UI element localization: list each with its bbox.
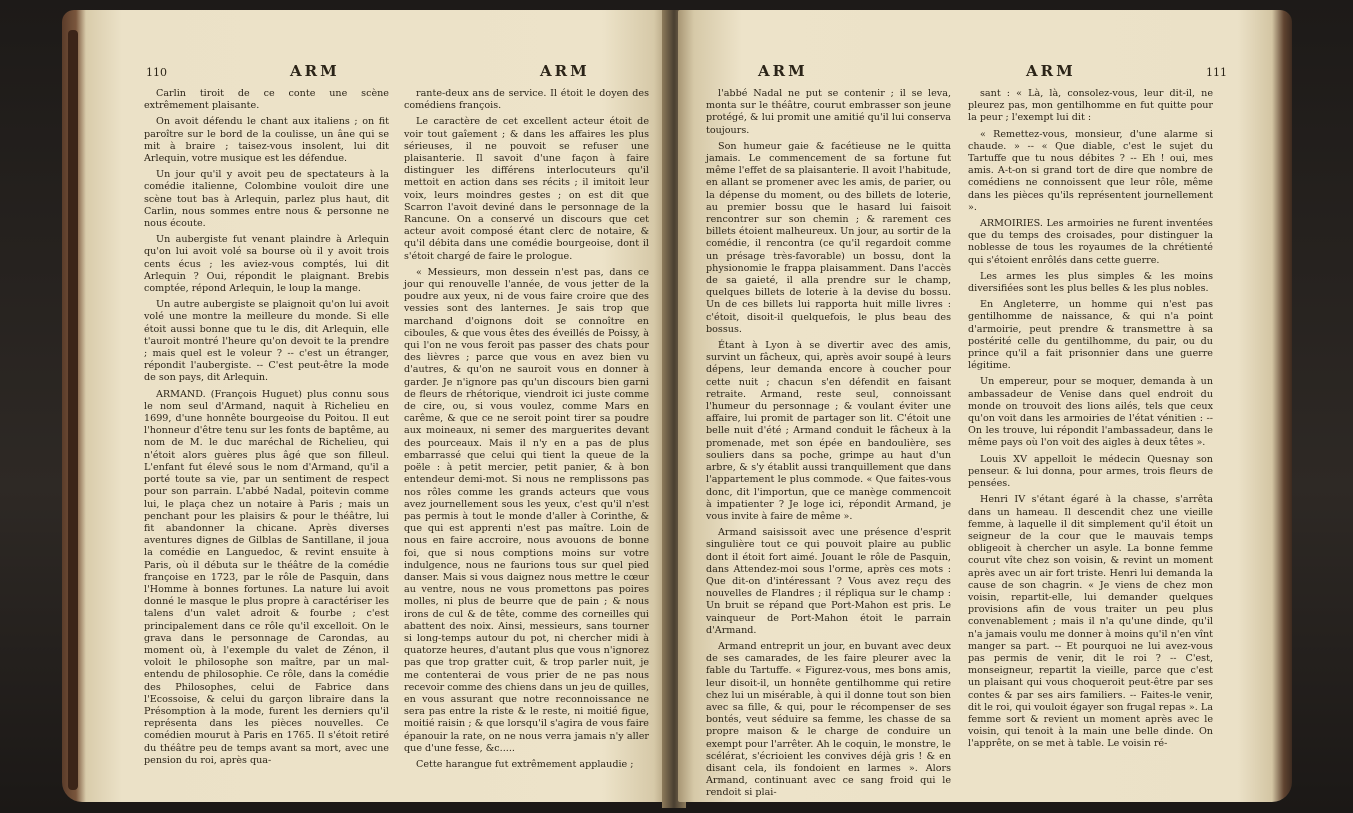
paragraph: ARMOIRIES. Les armoiries ne furent inventées que du temps des croisades, pour distinguer la noblesse de tous les royaumes de la chrétienté qui s'étoient enrôlés dans cette guerre. (968, 218, 1213, 266)
left-page (62, 10, 670, 802)
text-column (404, 88, 649, 778)
paragraph: Armand saisissoit avec une présence d'esprit singulière tout ce qui pouvoit plaire au public dont il étoit fort aimé. Jouant le rôle de Pasquin, dans Attendez-moi sous l'orme, après ces mots : Que dit-on d'intéressant ? Vous avez reçu des nouvelles de Flandres ; il répliqua sur le champ : Un bruit se répand que Port-Mahon est pris. Le vainqueur de Port-Mahon étoit le parrain d'Armand. (706, 527, 951, 636)
open-book (62, 10, 1292, 808)
running-head: ARM (290, 62, 340, 80)
paragraph: Cette harangue fut extrêmement applaudie ; (416, 758, 634, 770)
paragraph: l'abbé Nadal ne put se contenir ; il se leva, monta sur le théâtre, courut embrasser son jeune protégé, & lui promit une amitié qu'il lui conserva toujours. (706, 88, 951, 136)
paragraph: Carlin tiroit de ce conte une scène extrêmement plaisante. (144, 88, 389, 112)
page-number: 110 (146, 66, 167, 79)
paragraph: On avoit défendu le chant aux italiens ; on fit paroître sur le bord de la coulisse, un âne qui se mit à braire ; taisez-vous insolent, lui dit Arlequin, votre musique est les défendue. (144, 116, 389, 165)
text-column (968, 88, 1213, 778)
paragraph: rante-deux ans de service. Il étoit le doyen des comédiens françois. (404, 88, 649, 112)
text-column (144, 88, 389, 778)
paragraph: Étant à Lyon à se divertir avec des amis, survint un fâcheux, qui, après avoir soupé à leurs dépens, leur demanda encore à coucher pour cette nuit ; chacun s'en défendit en faisant retraite. Armand, reste seul, connoissant l'humeur du personnage ; & voulant éviter une affaire, lui promit de partager son lit. C'étoit une belle nuit d'été ; Armand conduit le fâcheux à la promenade, met son épée en bandoulière, ses souliers dans sa poche, grimpe au haut d'un arbre, & s'y établit aussi tranquillement que dans l'appartement le plus commode. « Que faites-vous donc, dit l'importun, que ce manège commencoit à impatienter ? Je loge ici, répondit Armand, je vous invite à faire de même ». (706, 340, 951, 522)
text-column (706, 88, 951, 799)
paragraph: Un jour qu'il y avoit peu de spectateurs à la comédie italienne, Colombine vouloit dire une scène tout bas à Arlequin, parlez plus haut, dit Carlin, nous sommes entre nous & personne ne nous écoute. (144, 169, 389, 230)
paragraph: « Remettez-vous, monsieur, d'une alarme si chaude. » -- « Que diable, c'est le sujet du Tartuffe que tu nous débites ? -- Eh ! oui, mes amis. A-t-on si grand tort de dire que nombre de comédiens ne connoissent que leur rôle, même dans les pièces qu'ils représentent journellement ». (968, 128, 1213, 213)
running-head: ARM (758, 62, 808, 80)
paragraph: Le caractère de cet excellent acteur étoit de voir tout gaîement ; & dans les affaires les plus sérieuses, il ne pouvoit se refuser une plaisanterie. Il savoit d'une façon à faire distinguer les différens interlocuteurs qu'il mettoit en action dans ses récits ; il imitoit leur voix, leurs moindres gestes ; on est dit que Scarron l'avoit deviné dans le personnage de la Rancune. On a conservé un discours que cet acteur avoit composé étant clerc de notaire, & qu'il débita dans une comédie bourgeoise, dont il s'étoit chargé de faire le prologue. (404, 116, 649, 262)
paragraph: ARMAND. (François Huguet) plus connu sous le nom seul d'Armand, naquit à Richelieu en 1699, d'une honnête bourgeoise du Poitou. Il eut l'honneur d'être tenu sur les fonts de baptême, au nom de M. le duc maréchal de Richelieu, qui n'étoit alors guères plus âgé que son filleul. L'enfant fut élevé sous le nom d'Armand, qu'il a porté toute sa vie, par un sentiment de respect pour son parrain. L'abbé Nadal, poitevin comme lui, le plaça chez un notaire à Paris ; mais un penchant pour les plaisirs & pour le théâtre, lui fit abandonner la chicane. Après diverses aventures dignes de Gilblas de Santillane, il joua la comédie en Languedoc, & revint ensuite à Paris, où il débuta sur le théâtre de la comédie françoise en 1723, par le rôle de Pasquin, dans l'Homme à bonnes fortunes. La nature lui avoit donné le masque le plus propre à caractériser les talens d'un valet adroit & fourbe ; c'est principalement dans ce rôle qu'il excelloit. On le grava dans le personnage de Carondas, au moment où, à l'exemple du valet de Zénon, il voloit le philosophe son maître, par un mal-entendu de philosophie. Ce rôle, dans la comédie des Philosophes, celui de Fabrice dans l'Ecossoise, & celui du garçon libraire dans la Présomption à la mode, furent les derniers qu'il représenta dans les pièces nouvelles. Ce comédien mourut à Paris en 1765. Il s'étoit retiré du théâtre peu de temps avant sa mort, avec une pension du roi, après qua- (144, 388, 389, 766)
paragraph: En Angleterre, un homme qui n'est pas gentilhomme de naissance, & qui n'a point d'armoirie, peut prendre & transmettre à sa postérité celle du gentilhomme, du pair, ou du prince qu'il a fait prisonnier dans une guerre légitime. (968, 299, 1213, 372)
paragraph: « Messieurs, mon dessein n'est pas, dans ce jour qui renouvelle l'année, de vous jetter de la poudre aux yeux, ni de vous faire croire que des vessies sont des lanternes. Je sais trop que marchand d'oignons doit se connoître en ciboules, & que vous êtes des éveillés de Poissy, à qui l'on ne vous feroit pas passer des chats pour des lièvres ; parce que vous en avez bien vu d'autres, & qu'on ne sauroit vous en donner à garder. Je n'ignore pas qu'un discours bien garni de fleurs de rhétorique, viendroit ici juste comme de cire, ou, si vous voulez, comme Mars en carême, & que ce ne seroit point tirer sa poudre aux moineaux, ni semer des marguerites devant des pourceaux. Mais il n'y en a pas de plus embarrassé que celui qui tient la queue de la poële : à petit mercier, petit panier, & à bon entendeur demi-mot. Si nous ne remplissons pas nos rôles comme les grands acteurs que vous avez journellement sous les yeux, c'est qu'il n'est pas permis à tout le monde d'aller à Corinthe, & que qui est apprenti n'est pas maître. Loin de nous en faire accroire, nous avouons de bonne foi, que si nous comptions moins sur votre indulgence, nous ne faurions tous sur quel pied danser. Mais si vous daignez nous mettre le cœur au ventre, nous ne vous promettons pas poires molles, ni plus de beurre que de pain ; & nous irons de cul & de tête, comme des corneilles qui abattent des noix. Ainsi, messieurs, sans tourner si long-temps autour du pot, ni chercher midi à quatorze heures, d'autant plus que vous n'ignorez pas que trop gratter cuit, & trop parler nuit, je me contenterai de vous prier de ne pas nous recevoir comme des chiens dans un jeu de quilles, en vous assurant que notre reconnoissance ne sera pas entre la riste & le reste, ni moitié figue, moitié raisin ; & que lorsqu'il s'agira de vous faire épanouir la rate, on ne nous verra jamais n'y aller que d'une fesse, &c..... (404, 266, 649, 754)
paragraph: Un aubergiste fut venant plaindre à Arlequin qu'on lui avoit volé sa bourse où il y avoit trois cents écus ; les aviez-vous comptés, lui dit Arlequin ? Oui, répondit le plaignant. Brebis comptée, répond Arlequin, le loup la mange. (144, 234, 389, 295)
running-head: ARM (540, 62, 590, 80)
page-number: 111 (1206, 66, 1227, 79)
paragraph: sant : « Là, là, consolez-vous, leur dit-il, ne pleurez pas, mon gentilhomme en fut quitte pour la peur ; l'exempt lui dit : (968, 88, 1213, 124)
paragraph: Les armes les plus simples & les moins diversifiées sont les plus belles & les plus nobles. (968, 270, 1213, 295)
right-page (678, 10, 1292, 802)
paragraph: Un empereur, pour se moquer, demanda à un ambassadeur de Venise dans quel endroit du monde on trouvoit des lions ailés, tels que ceux qu'on voit dans les armoiries de l'état vénitien : -- On les trouve, lui répondit l'ambassadeur, dans le même pays où l'on voit des aigles à deux têtes ». (968, 376, 1213, 449)
paragraph: Son humeur gaie & facétieuse ne le quitta jamais. Le commencement de sa fortune fut même l'effet de sa plaisanterie. Il avoit l'habitude, en allant se promener avec les amis, de parier, ou la dépense du moment, ou des billets de loterie, au premier bossu que le hasard lui faisoit rencontrer sur son chemin ; & rarement ces billets étoient malheureux. Un jour, au sortir de la comédie, il rencontra (ce qu'il regardoit comme un présage très-favorable) un bossu, dont la physionomie le frappa plaisamment. Dans l'accès de sa gaieté, il alla prendre sur le champ, quelques billets de loterie à la devise du bossu. Un de ces billets lui rapporta huit mille livres : c'étoit, disoit-il quelquefois, le plus beau des bossus. (706, 140, 951, 335)
running-head: ARM (1026, 62, 1076, 80)
cover-edge (68, 30, 78, 790)
paragraph: Louis XV appelloit le médecin Quesnay son penseur. & lui donna, pour armes, trois fleurs de pensées. (968, 453, 1213, 490)
paragraph: Un autre aubergiste se plaignoit qu'on lui avoit volé une montre la meilleure du monde. Si elle étoit aussi bonne que tu le dis, dit Arlequin, elle t'auroit montré l'heure qu'on devoit te la prendre ; mais quel est le voleur ? -- c'est un étranger, répondit l'aubergiste. -- C'est peut-être la mode de son pays, dit Arlequin. (144, 299, 389, 384)
paragraph: Armand entreprit un jour, en buvant avec deux de ses camarades, de les faire pleurer avec la fable du Tartuffe. « Figurez-vous, mes bons amis, leur disoit-il, un honnête gentilhomme qui retire chez lui un misérable, à qui il donne tout son bien avec sa fille, & qui, pour le récompenser de ses bontés, veut séduire sa femme, les chasse de sa propre maison & le charge de conduire un exempt pour l'arrêter. Ah le coquin, le monstre, le scélérat, s'écrioient les convives déjà gris ! & en disant cela, ils fondoient en larmes ». Alors Armand, continuant avec ce sang froid qui le rendoit si plai- (706, 640, 951, 799)
paragraph: Henri IV s'étant égaré à la chasse, s'arrêta dans un hameau. Il descendit chez une vieille femme, à laquelle il dit simplement qu'il étoit un seigneur de la cour que le mauvais temps obligeoit à chercher un asyle. La bonne femme courut vîte chez son voisin, & revint un moment après avec un air fort triste. Henri lui demanda la cause de son chagrin. « Je viens de chez mon voisin, repartit-elle, lui demander quelques provisions afin de vous traiter un peu plus convenablement ; mais il n'a qu'une dinde, qu'il n'a jamais voulu me donner à moins qu'il n'en vînt manger sa part. -- Et pourquoi ne lui avez-vous pas permis de venir, dit le roi ? -- C'est, monseigneur, repartit la vieille, parce que c'est un plaisant qui vous choqueroit peut-être par ses contes & par ses airs familiers. -- Faites-le venir, dit le roi, qui vouloit égayer son frugal repas ». La femme sort & revient un moment après avec le voisin, qui tenoit à la main une belle dinde. On l'apprête, on se met à table. Le voisin ré- (968, 494, 1213, 750)
